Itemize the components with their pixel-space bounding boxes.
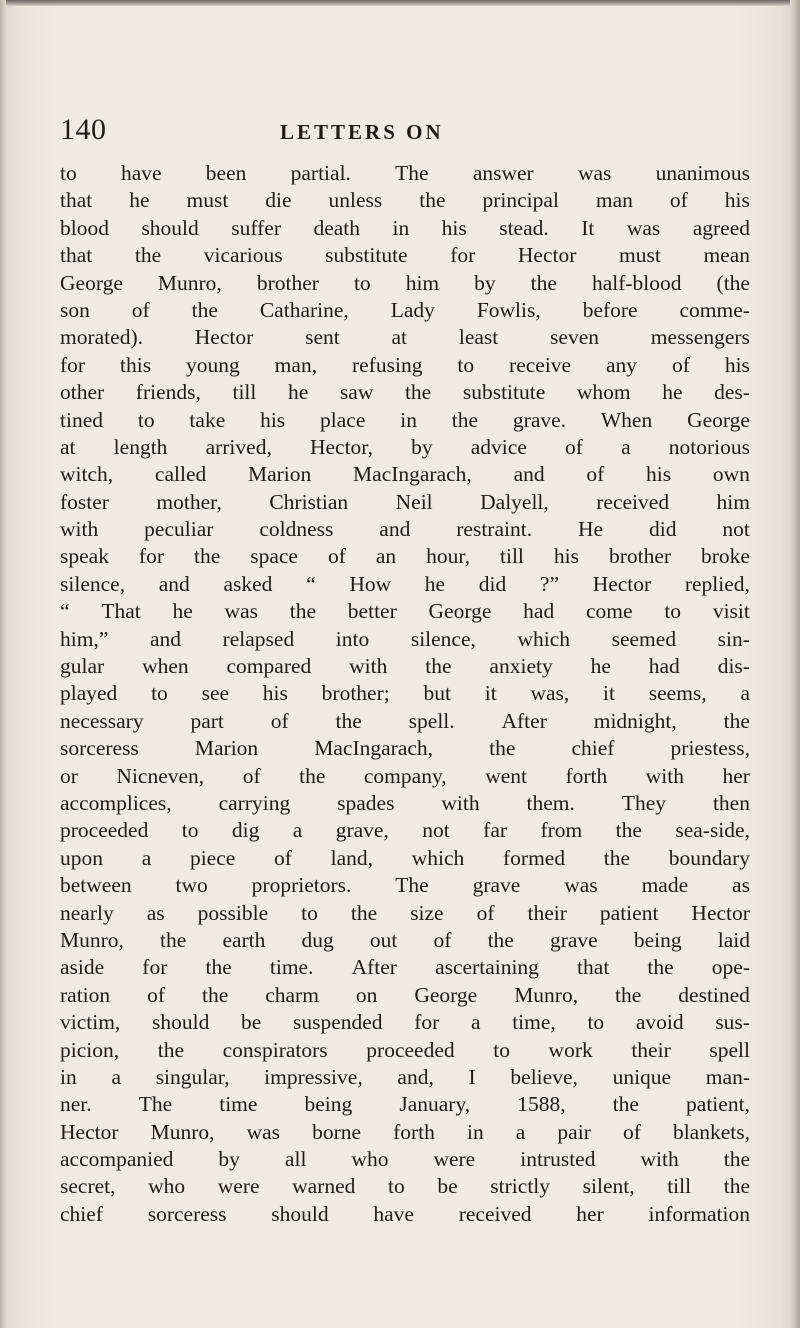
- text-line: chief sorceress should have received her information: [60, 1201, 750, 1226]
- body-text: [60, 160, 750, 1228]
- page-left-edge: [0, 0, 6, 1328]
- text-line: sorceress Marion MacIngarach, the chief priestess,: [60, 736, 750, 761]
- text-line: Hector Munro, was borne forth in a pair of blankets,: [60, 1119, 750, 1144]
- text-line: victim, should be suspended for a time, to avoid sus-: [60, 1010, 750, 1035]
- text-line: proceeded to dig a grave, not far from the sea-side,: [60, 818, 750, 843]
- text-line: blood should suffer death in his stead. It was agreed: [60, 215, 750, 240]
- text-line: gular when compared with the anxiety he had dis-: [60, 654, 750, 679]
- text-line: ner. The time being January, 1588, the patient,: [60, 1092, 750, 1117]
- text-line: him,” and relapsed into silence, which seemed sin-: [60, 626, 750, 651]
- running-title: LETTERS ON: [280, 120, 444, 144]
- running-head: [60, 113, 700, 153]
- text-line: at length arrived, Hector, by advice of a notorious: [60, 434, 750, 459]
- text-line: upon a piece of land, which formed the boundary: [60, 845, 750, 870]
- text-line: Munro, the earth dug out of the grave being laid: [60, 927, 750, 952]
- text-line: in a singular, impressive, and, I believe, unique man-: [60, 1064, 750, 1089]
- text-line: morated). Hector sent at least seven messengers: [60, 325, 750, 350]
- page-top-edge: [0, 0, 800, 6]
- text-line: to have been partial. The answer was unanimous: [60, 161, 750, 185]
- text-line: secret, who were warned to be strictly silent, till the: [60, 1174, 750, 1199]
- text-line: played to see his brother; but it was, it seems, a: [60, 681, 750, 706]
- text-line: with peculiar coldness and restraint. He did not: [60, 517, 750, 542]
- text-line: or Nicneven, of the company, went forth with her: [60, 763, 750, 788]
- text-line: that he must die unless the principal man of his: [60, 188, 750, 213]
- text-line: nearly as possible to the size of their patient Hector: [60, 900, 750, 925]
- page-right-edge: [790, 0, 800, 1328]
- text-line: that the vicarious substitute for Hector must mean: [60, 243, 750, 268]
- text-line: witch, called Marion MacIngarach, and of his own: [60, 462, 750, 487]
- text-line: picion, the conspirators proceeded to work their spell: [60, 1037, 750, 1062]
- text-line: “ That he was the better George had come to visit: [60, 599, 750, 624]
- text-line: necessary part of the spell. After midnight, the: [60, 708, 750, 733]
- text-line: son of the Catharine, Lady Fowlis, before comme-: [60, 297, 750, 322]
- text-line: for this young man, refusing to receive any of his: [60, 352, 750, 377]
- text-line: George Munro, brother to him by the half-blood (the: [60, 270, 750, 295]
- text-line: accompanied by all who were intrusted with the: [60, 1147, 750, 1172]
- text-line: accomplices, carrying spades with them. They then: [60, 790, 750, 815]
- text-line: ration of the charm on George Munro, the destined: [60, 982, 750, 1007]
- page-number: 140: [60, 113, 107, 146]
- text-line: silence, and asked “ How he did ?” Hector replied,: [60, 571, 750, 596]
- text-line: tined to take his place in the grave. When George: [60, 407, 750, 432]
- text-line: aside for the time. After ascertaining that the ope-: [60, 955, 750, 980]
- text-line: between two proprietors. The grave was made as: [60, 873, 750, 898]
- text-line: speak for the space of an hour, till his brother broke: [60, 544, 750, 569]
- text-line: other friends, till he saw the substitute whom he des-: [60, 380, 750, 405]
- text-line: foster mother, Christian Neil Dalyell, received him: [60, 489, 750, 514]
